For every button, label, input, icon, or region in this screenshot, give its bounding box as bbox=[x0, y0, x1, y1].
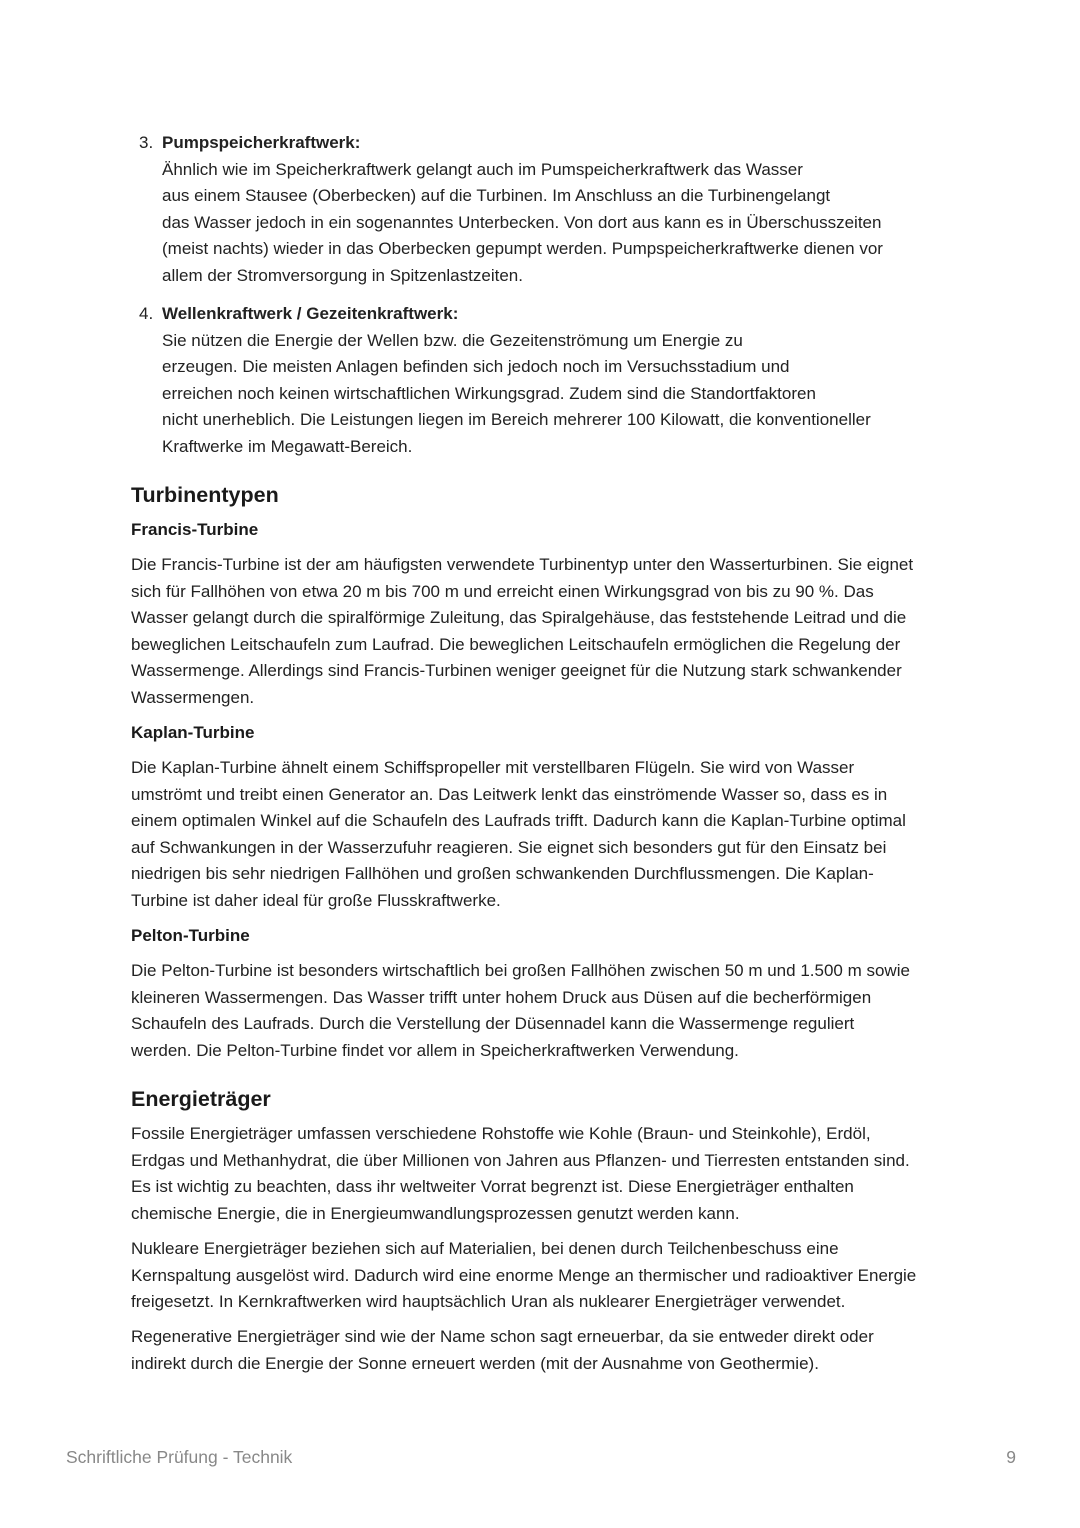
text-line: erzeugen. Die meisten Anlagen befinden sich jedoch noch im Versuchsstadium und bbox=[162, 357, 790, 376]
section-heading: Turbinentypen bbox=[131, 483, 279, 507]
text-line: erreichen noch keinen wirtschaftlichen Wirkungsgrad. Zudem sind die Standortfaktoren bbox=[162, 383, 816, 403]
text-line: Sie nützen die Energie der Wellen bzw. die Gezeitenströmung um Energie zu bbox=[162, 330, 743, 350]
paragraph-francis bbox=[131, 552, 961, 711]
footer-title: Schriftliche Prüfung - Technik bbox=[66, 1447, 293, 1467]
text-line: Die Francis-Turbine ist der am häufigsten verwendete Turbinentyp unter den Wasserturbinen. Sie eignet bbox=[131, 555, 914, 574]
text-line: Turbine ist daher ideal für große Flusskraftwerke. bbox=[131, 890, 501, 910]
text-line: Wasser gelangt durch die spiralförmige Zuleitung, das Spiralgehäuse, das feststehende Leitrad und die bbox=[131, 608, 907, 627]
text-line: auf Schwankungen in der Wasserzufuhr reagieren. Sie eignet sich besonders gut für den Einsatz bei bbox=[131, 837, 887, 857]
subsection-pelton bbox=[131, 923, 961, 949]
text-line: Kernspaltung ausgelöst wird. Dadurch wird eine enorme Menge an thermischer und radioaktiver Energie bbox=[131, 1265, 917, 1285]
text-line: Die Kaplan-Turbine ähnelt einem Schiffspropeller mit verstellbaren Flügeln. Sie wird von Wasser bbox=[131, 758, 855, 777]
text-line: Regenerative Energieträger sind wie der Name schon sagt erneuerbar, da sie entweder direkt oder bbox=[131, 1327, 874, 1346]
text-line: allem der Stromversorgung in Spitzenlastzeiten. bbox=[162, 265, 523, 285]
section-energietraeger bbox=[131, 1085, 961, 1113]
paragraph-regenerativ bbox=[131, 1324, 961, 1377]
list-number: 4. bbox=[139, 304, 154, 323]
list-item-title: Pumpspeicherkraftwerk: bbox=[162, 133, 361, 152]
text-line: Wassermengen. bbox=[131, 687, 255, 707]
text-line: Die Pelton-Turbine ist besonders wirtschaftlich bei großen Fallhöhen zwischen 50 m und 1.500 m sowie bbox=[131, 961, 910, 980]
text-line: Kraftwerke im Megawatt-Bereich. bbox=[162, 436, 413, 456]
text-line: werden. Die Pelton-Turbine findet vor allem in Speicherkraftwerken Verwendung. bbox=[131, 1040, 739, 1060]
paragraph-fossil bbox=[131, 1121, 961, 1227]
list-number: 3. bbox=[139, 133, 154, 152]
text-line: umströmt und treibt einen Generator an. Das Leitwerk lenkt das einströmende Wasser so, dass es in bbox=[131, 784, 888, 804]
text-line: Erdgas und Methanhydrat, die über Millionen von Jahren aus Pflanzen- und Tierresten entstanden sind. bbox=[131, 1150, 910, 1170]
section-turbinentypen bbox=[131, 481, 961, 509]
text-line: Fossile Energieträger umfassen verschiedene Rohstoffe wie Kohle (Braun- und Steinkohle), Erdöl, bbox=[131, 1124, 871, 1143]
subsection-francis bbox=[131, 517, 961, 543]
list-item-title: Wellenkraftwerk / Gezeitenkraftwerk: bbox=[162, 304, 459, 323]
text-line: sich für Fallhöhen von etwa 20 m bis 700 m und erreicht einen Wirkungsgrad von bis zu 90 %. Das bbox=[131, 581, 874, 601]
section-heading: Energieträger bbox=[131, 1087, 271, 1111]
text-line: aus einem Stausee (Oberbecken) auf die Turbinen. Im Anschluss an die Turbinengelangt bbox=[162, 186, 831, 205]
page-number: 9 bbox=[1006, 1447, 1016, 1467]
text-line: freigesetzt. In Kernkraftwerken wird hauptsächlich Uran als nuklearer Energieträger verwendet. bbox=[131, 1292, 846, 1311]
text-line: nicht unerheblich. Die Leistungen liegen im Bereich mehrerer 100 Kilowatt, die konventioneller bbox=[162, 410, 871, 429]
text-line: Ähnlich wie im Speicherkraftwerk gelangt auch im Pumspeicherkraftwerk das Wasser bbox=[162, 159, 803, 179]
paragraph-kaplan bbox=[131, 755, 961, 914]
text-line: einem optimalen Winkel auf die Schaufeln des Laufrads trifft. Dadurch kann die Kaplan-Turbine optimal bbox=[131, 811, 906, 830]
subsection-heading: Pelton-Turbine bbox=[131, 926, 250, 945]
text-line: (meist nachts) wieder in das Oberbecken gepumpt werden. Pumpspeicherkraftwerke dienen vor bbox=[162, 239, 883, 258]
list-item-wellenkraftwerk bbox=[131, 301, 951, 460]
text-line: Wassermenge. Allerdings sind Francis-Turbinen weniger geeignet für die Nutzung stark schwankender bbox=[131, 661, 902, 680]
paragraph-pelton bbox=[131, 958, 961, 1064]
text-line: chemische Energie, die in Energieumwandlungsprozessen genutzt werden kann. bbox=[131, 1203, 740, 1223]
paragraph-nuklear bbox=[131, 1236, 961, 1316]
text-line: niedrigen bis sehr niedrigen Fallhöhen und großen schwankenden Durchflussmengen. Die Kaplan- bbox=[131, 864, 874, 883]
text-line: indirekt durch die Energie der Sonne erneuert werden (mit der Ausnahme von Geothermie). bbox=[131, 1353, 819, 1373]
text-line: beweglichen Leitschaufeln zum Laufrad. Die beweglichen Leitschaufeln ermöglichen die Regelung der bbox=[131, 634, 901, 654]
text-line: Nukleare Energieträger beziehen sich auf Materialien, bei denen durch Teilchenbeschuss eine bbox=[131, 1239, 839, 1258]
text-line: Es ist wichtig zu beachten, dass ihr weltweiter Vorrat begrenzt ist. Diese Energieträger enthalten bbox=[131, 1177, 854, 1196]
power-plant-list bbox=[131, 130, 951, 472]
text-line: kleineren Wassermengen. Das Wasser trifft unter hohem Druck aus Düsen auf die becherförmigen bbox=[131, 987, 872, 1007]
list-item-pumpspeicher bbox=[131, 130, 951, 289]
subsection-heading: Kaplan-Turbine bbox=[131, 723, 255, 742]
subsection-heading: Francis-Turbine bbox=[131, 520, 259, 539]
text-line: das Wasser jedoch in ein sogenanntes Unterbecken. Von dort aus kann es in Überschusszeiten bbox=[162, 212, 882, 232]
subsection-kaplan bbox=[131, 720, 961, 746]
text-line: Schaufeln des Laufrads. Durch die Verstellung der Düsennadel kann die Wassermenge reguliert bbox=[131, 1014, 855, 1033]
